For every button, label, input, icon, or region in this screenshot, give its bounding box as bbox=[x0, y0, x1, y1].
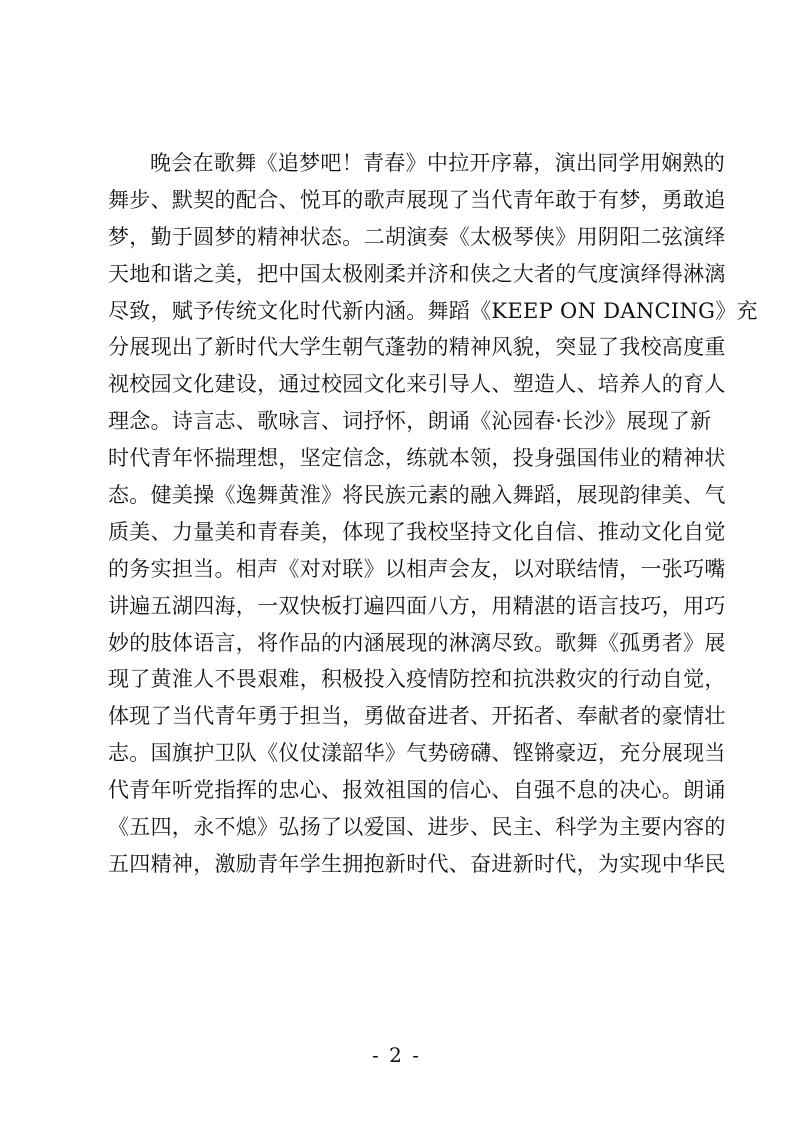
paragraph-line: 晚会在歌舞《追梦吧！青春》中拉开序幕，演出同学用娴熟的 bbox=[150, 151, 726, 175]
paragraph-line: 五四精神，激励青年学生拥抱新时代、奋进新时代，为实现中华民 bbox=[108, 851, 726, 876]
paragraph-line: 视校园文化建设，通过校园文化来引导人、塑造人、培养人的育人 bbox=[108, 372, 726, 397]
paragraph-line: 舞步、默契的配合、悦耳的歌声展现了当代青年敢于有梦，勇敢追 bbox=[108, 187, 726, 212]
paragraph-line: 代青年听党指挥的忠心、报效祖国的信心、自强不息的决心。朗诵 bbox=[108, 778, 726, 803]
paragraph-line: 时代青年怀揣理想，坚定信念，练就本领，投身强国伟业的精神状 bbox=[108, 446, 726, 471]
body-paragraph bbox=[108, 145, 758, 883]
paragraph-line: 体现了当代青年勇于担当，勇做奋进者、开拓者、奉献者的豪情壮 bbox=[108, 704, 726, 729]
paragraph-line: 质美、力量美和青春美，体现了我校坚持文化自信、推动文化自觉 bbox=[108, 519, 726, 544]
paragraph-line: 态。健美操《逸舞黄淮》将民族元素的融入舞蹈，展现韵律美、气 bbox=[108, 483, 726, 508]
paragraph-line: 志。国旗护卫队《仪仗漾韶华》气势磅礴、铿锵豪迈，充分展现当 bbox=[108, 741, 726, 766]
paragraph-line: 梦，勤于圆梦的精神状态。二胡演奏《太极琴侠》用阴阳二弦演绎 bbox=[108, 224, 726, 249]
page-number: - 2 - bbox=[372, 1043, 421, 1067]
paragraph-line: 妙的肢体语言，将作品的内涵展现的淋漓尽致。歌舞《孤勇者》展 bbox=[108, 630, 726, 655]
paragraph-line: 现了黄淮人不畏艰难，积极投入疫情防控和抗洪救灾的行动自觉， bbox=[108, 667, 726, 692]
paragraph-line: 讲遍五湖四海，一双快板打遍四面八方，用精湛的语言技巧，用巧 bbox=[108, 593, 726, 618]
paragraph-line: 尽致，赋予传统文化时代新内涵。舞蹈《KEEP ON DANCING》充 bbox=[108, 298, 758, 323]
paragraph-line: 《五四，永不熄》弘扬了以爱国、进步、民主、科学为主要内容的 bbox=[108, 815, 726, 840]
paragraph-line: 天地和谐之美，把中国太极刚柔并济和侠之大者的气度演绎得淋漓 bbox=[108, 261, 726, 286]
paragraph-line: 理念。诗言志、歌咏言、词抒怀，朗诵《沁园春·长沙》展现了新 bbox=[108, 409, 712, 434]
paragraph-line: 的务实担当。相声《对对联》以相声会友，以对联结情，一张巧嘴 bbox=[108, 556, 726, 581]
paragraph-line: 分展现出了新时代大学生朝气蓬勃的精神风貌，突显了我校高度重 bbox=[108, 335, 726, 360]
